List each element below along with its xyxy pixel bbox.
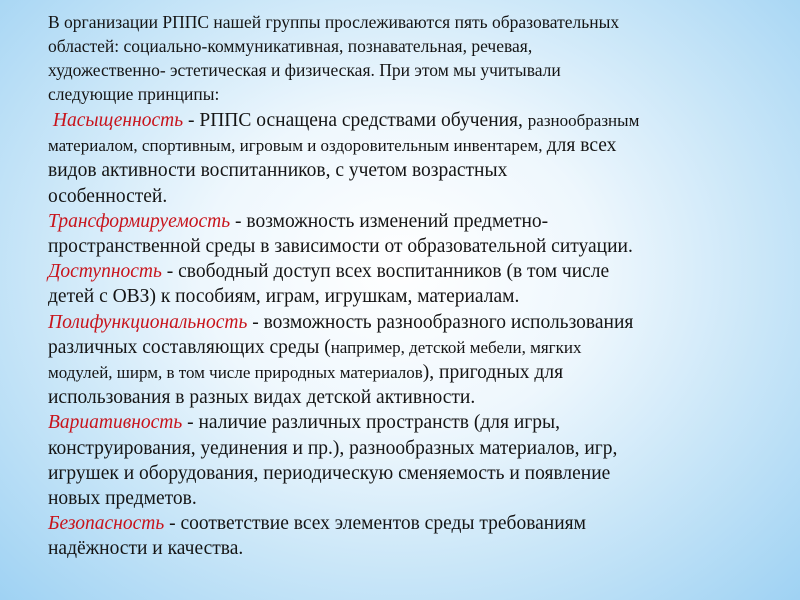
principle-variability [48, 410, 788, 435]
slide-text [48, 10, 788, 562]
principle-term: Насыщенность [52, 110, 184, 131]
principle-safety [48, 511, 788, 536]
intro-paragraph [48, 10, 788, 106]
intro-line: областей: социально-коммуникативная, познавательная, речевая, [48, 36, 533, 56]
principle-text-line: особенностей. [48, 185, 168, 207]
principle-term: Безопасность [48, 513, 165, 535]
principle-text: например, детской мебели, мягких [330, 337, 582, 357]
principle-term: Доступность [48, 261, 162, 283]
principle-text: для всех [546, 135, 617, 157]
principle-text-line: детей с ОВЗ) к пособиям, играм, игрушкам, материалам. [48, 286, 520, 308]
principle-text: - РППС оснащена средствами обучения, [183, 110, 528, 131]
principle-text: модулей, ширм, в том числе природных материалов [48, 363, 423, 383]
principles-list [48, 108, 788, 562]
principle-text-line: надёжности и качества. [48, 538, 244, 560]
principle-text-line: конструирования, уединения и пр.), разнообразных материалов, игр, [48, 437, 618, 459]
principle-term: Полифункциональность [48, 311, 248, 333]
intro-line: В организации РППС нашей группы прослеживаются пять образовательных [48, 12, 620, 32]
principle-text: различных составляющих среды ( [48, 336, 331, 358]
principle-text-line: видов активности воспитанников, с учетом возрастных [48, 160, 508, 182]
principle-text: - наличие различных пространств (для игры, [182, 412, 561, 434]
principle-text-line [48, 360, 788, 385]
principle-accessibility [48, 259, 788, 284]
principle-transformability [48, 209, 788, 234]
principle-text: - возможность разнообразного использования [247, 311, 634, 333]
principle-text-line [48, 335, 788, 360]
principle-text-line [48, 133, 788, 158]
principle-term: Вариативность [48, 412, 183, 434]
principle-term: Трансформируемость [48, 210, 231, 232]
principle-text: ), пригодных для [422, 362, 564, 384]
principle-polyfunctionality [48, 310, 788, 335]
principle-text-line: игрушек и оборудования, периодическую сменяемость и появление [48, 462, 611, 484]
principle-text-line: новых предметов. [48, 488, 197, 510]
principle-text: материалом, спортивным, игровым и оздоровительным инвентарем, [48, 136, 547, 156]
intro-line: художественно- эстетическая и физическая. При этом мы учитывали [48, 60, 561, 80]
principle-text: - возможность изменений предметно- [230, 210, 549, 232]
principle-saturation [48, 108, 788, 133]
principle-text-line: пространственной среды в зависимости от образовательной ситуации. [48, 236, 633, 258]
principle-text: разнообразным [527, 111, 640, 130]
principle-text: - свободный доступ всех воспитанников (в том числе [161, 261, 610, 283]
principle-text-line: использования в разных видах детской активности. [48, 387, 476, 409]
principle-text: - соответствие всех элементов среды требованиям [164, 513, 586, 535]
intro-line: следующие принципы: [48, 84, 220, 104]
